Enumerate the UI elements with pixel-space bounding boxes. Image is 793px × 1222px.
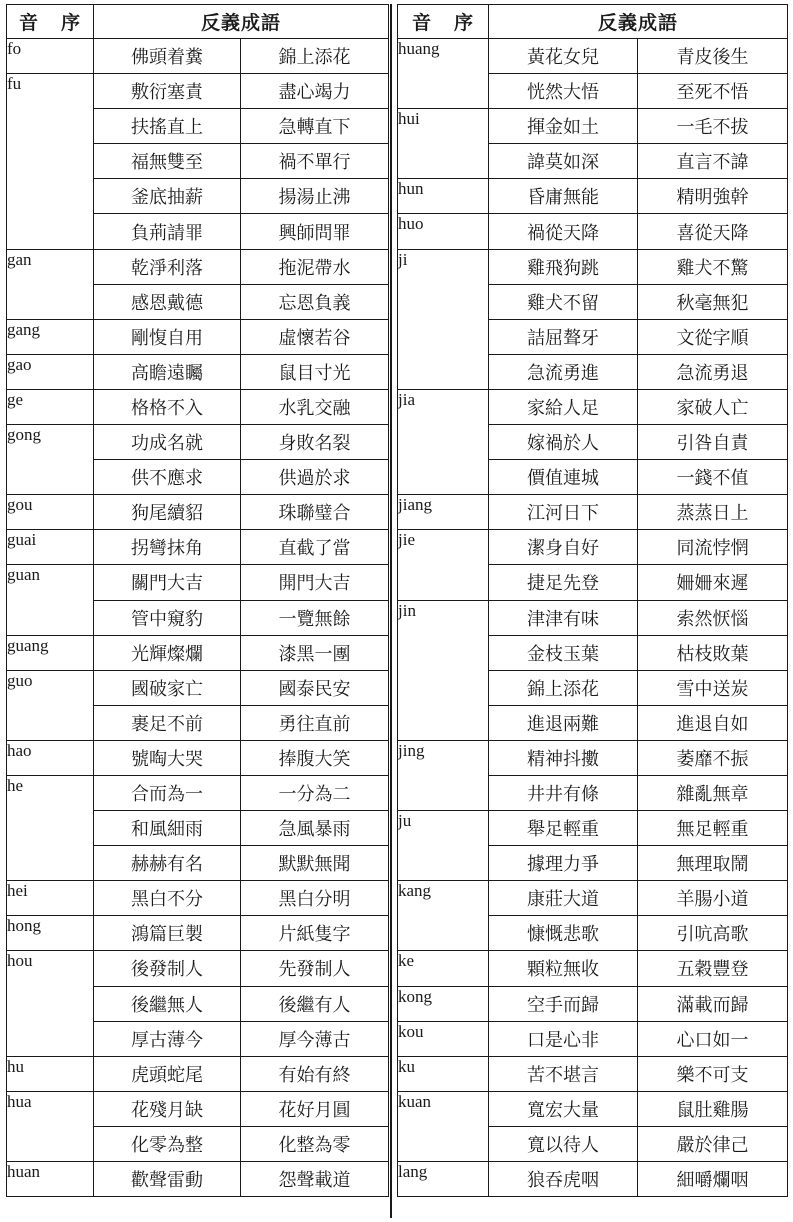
idiom-cell: 急流勇進	[489, 354, 638, 389]
idiom-cell: 拐彎抹角	[94, 530, 241, 565]
pinyin-cell: hong	[7, 916, 94, 951]
idiom-cell: 顆粒無收	[489, 951, 638, 986]
antonym-idiom-cell: 水乳交融	[241, 389, 389, 424]
antonym-idiom-cell: 先發制人	[241, 951, 389, 986]
table-row	[398, 881, 788, 916]
pinyin-cell: hua	[7, 1091, 94, 1161]
table-header-row	[398, 5, 788, 39]
table-header-row	[7, 5, 389, 39]
pinyin-cell: gong	[7, 425, 94, 495]
idiom-cell: 嫁禍於人	[489, 425, 638, 460]
column-divider	[390, 4, 392, 1218]
pinyin-cell: jing	[398, 740, 489, 810]
table-row	[398, 1056, 788, 1091]
antonym-idiom-cell: 蒸蒸日上	[638, 495, 788, 530]
idiom-cell: 黑白不分	[94, 881, 241, 916]
idiom-cell: 禍從天降	[489, 214, 638, 249]
idiom-cell: 後發制人	[94, 951, 241, 986]
idiom-cell: 管中窺豹	[94, 600, 241, 635]
pinyin-cell: gang	[7, 319, 94, 354]
table-row	[398, 740, 788, 775]
idiom-cell: 關門大吉	[94, 565, 241, 600]
pinyin-cell: guang	[7, 635, 94, 670]
table-row	[7, 425, 389, 460]
idiom-cell: 口是心非	[489, 1021, 638, 1056]
pinyin-cell: kou	[398, 1021, 489, 1056]
antonym-idiom-cell: 喜從天降	[638, 214, 788, 249]
antonym-idiom-cell: 家破人亡	[638, 389, 788, 424]
right-antonym-table	[397, 4, 788, 1197]
pinyin-cell: ke	[398, 951, 489, 986]
antonym-idiom-cell: 厚今薄古	[241, 1021, 389, 1056]
antonym-idiom-cell: 鼠目寸光	[241, 354, 389, 389]
idiom-cell: 合而為一	[94, 775, 241, 810]
table-row	[398, 530, 788, 565]
table-row	[7, 951, 389, 986]
idiom-cell: 鴻篇巨製	[94, 916, 241, 951]
table-row	[7, 565, 389, 600]
antonym-idiom-cell: 索然恹惱	[638, 600, 788, 635]
antonym-idiom-cell: 樂不可支	[638, 1056, 788, 1091]
antonym-idiom-cell: 秋毫無犯	[638, 284, 788, 319]
idiom-cell: 赫赫有名	[94, 846, 241, 881]
antonym-idiom-cell: 有始有終	[241, 1056, 389, 1091]
antonym-idiom-cell: 嚴於律己	[638, 1126, 788, 1161]
antonym-idiom-cell: 五穀豐登	[638, 951, 788, 986]
idiom-cell: 康莊大道	[489, 881, 638, 916]
table-row	[7, 635, 389, 670]
antonym-idiom-cell: 花好月圓	[241, 1091, 389, 1126]
pinyin-cell: gan	[7, 249, 94, 319]
pinyin-cell: jia	[398, 389, 489, 494]
antonym-idiom-cell: 勇往直前	[241, 705, 389, 740]
table-row	[7, 495, 389, 530]
pinyin-cell: hei	[7, 881, 94, 916]
pinyin-cell: hou	[7, 951, 94, 1056]
antonym-idiom-cell: 忘恩負義	[241, 284, 389, 319]
antonym-idiom-cell: 青皮後生	[638, 39, 788, 74]
table-row	[398, 951, 788, 986]
idiom-cell: 價值連城	[489, 460, 638, 495]
idiom-cell: 苦不堪言	[489, 1056, 638, 1091]
antonym-idiom-cell: 直言不諱	[638, 144, 788, 179]
idiom-cell: 裹足不前	[94, 705, 241, 740]
table-row	[7, 1162, 389, 1197]
idiom-cell: 剛愎自用	[94, 319, 241, 354]
idiom-cell: 據理力爭	[489, 846, 638, 881]
antonym-idiom-cell: 枯枝敗葉	[638, 635, 788, 670]
idiom-cell: 舉足輕重	[489, 811, 638, 846]
idiom-cell: 釜底抽薪	[94, 179, 241, 214]
pinyin-cell: kang	[398, 881, 489, 951]
pinyin-cell: hui	[398, 109, 489, 179]
pinyin-cell: ge	[7, 389, 94, 424]
table-row	[7, 530, 389, 565]
table-row	[7, 39, 389, 74]
antonym-idiom-cell: 一覽無餘	[241, 600, 389, 635]
pinyin-cell: gou	[7, 495, 94, 530]
antonym-idiom-cell: 禍不單行	[241, 144, 389, 179]
antonym-idiom-cell: 拖泥帶水	[241, 249, 389, 284]
pinyin-cell: kong	[398, 986, 489, 1021]
idiom-cell: 狼吞虎咽	[489, 1162, 638, 1197]
pinyin-cell: kuan	[398, 1091, 489, 1161]
table-row	[7, 740, 389, 775]
idiom-cell: 花殘月缺	[94, 1091, 241, 1126]
idiom-cell: 功成名就	[94, 425, 241, 460]
antonym-idiom-cell: 錦上添花	[241, 39, 389, 74]
antonym-idiom-cell: 一分為二	[241, 775, 389, 810]
pinyin-cell: ju	[398, 811, 489, 881]
table-row	[7, 670, 389, 705]
table-row	[7, 1056, 389, 1091]
table-row	[7, 389, 389, 424]
idiom-cell: 潔身自好	[489, 530, 638, 565]
header-antonym-idioms: 反義成語	[489, 5, 788, 39]
antonym-idiom-cell: 珠聯璧合	[241, 495, 389, 530]
table-row	[398, 389, 788, 424]
antonym-idiom-cell: 國泰民安	[241, 670, 389, 705]
pinyin-cell: lang	[398, 1162, 489, 1197]
idiom-cell: 乾淨利落	[94, 249, 241, 284]
antonym-idiom-cell: 雪中送炭	[638, 670, 788, 705]
idiom-cell: 敷衍塞責	[94, 74, 241, 109]
table-row	[398, 1021, 788, 1056]
idiom-cell: 狗尾續貂	[94, 495, 241, 530]
pinyin-cell: jie	[398, 530, 489, 600]
idiom-cell: 和風細雨	[94, 811, 241, 846]
table-row	[7, 74, 389, 109]
table-row	[7, 319, 389, 354]
idiom-cell: 恍然大悟	[489, 74, 638, 109]
idiom-cell: 慷慨悲歌	[489, 916, 638, 951]
idiom-cell: 金枝玉葉	[489, 635, 638, 670]
idiom-cell: 虎頭蛇尾	[94, 1056, 241, 1091]
idiom-cell: 家給人足	[489, 389, 638, 424]
antonym-idiom-cell: 文從字順	[638, 319, 788, 354]
idiom-cell: 諱莫如深	[489, 144, 638, 179]
table-row	[398, 495, 788, 530]
table-row	[398, 39, 788, 74]
idiom-cell: 寬以待人	[489, 1126, 638, 1161]
antonym-idiom-cell: 滿載而歸	[638, 986, 788, 1021]
idiom-cell: 高瞻遠矚	[94, 354, 241, 389]
antonym-idiom-cell: 直截了當	[241, 530, 389, 565]
table-row	[7, 249, 389, 284]
antonym-idiom-cell: 化整為零	[241, 1126, 389, 1161]
idiom-cell: 光輝燦爛	[94, 635, 241, 670]
antonym-idiom-cell: 無足輕重	[638, 811, 788, 846]
pinyin-cell: fu	[7, 74, 94, 249]
idiom-cell: 供不應求	[94, 460, 241, 495]
table-row	[398, 1162, 788, 1197]
antonym-idiom-cell: 供過於求	[241, 460, 389, 495]
header-pinyin-order: 音 序	[7, 5, 94, 39]
antonym-idiom-cell: 心口如一	[638, 1021, 788, 1056]
table-row	[398, 986, 788, 1021]
pinyin-cell: guan	[7, 565, 94, 635]
idiom-cell: 詰屈聱牙	[489, 319, 638, 354]
header-antonym-idioms: 反義成語	[94, 5, 389, 39]
idiom-cell: 厚古薄今	[94, 1021, 241, 1056]
table-row	[398, 1091, 788, 1126]
idiom-cell: 化零為整	[94, 1126, 241, 1161]
antonym-idiom-cell: 片紙隻字	[241, 916, 389, 951]
antonym-idiom-cell: 默默無聞	[241, 846, 389, 881]
antonym-idiom-cell: 身敗名裂	[241, 425, 389, 460]
pinyin-cell: ku	[398, 1056, 489, 1091]
antonym-idiom-cell: 精明強幹	[638, 179, 788, 214]
antonym-idiom-cell: 同流悖惘	[638, 530, 788, 565]
idiom-cell: 佛頭着糞	[94, 39, 241, 74]
pinyin-cell: jin	[398, 600, 489, 740]
antonym-idiom-cell: 雜亂無章	[638, 775, 788, 810]
antonym-idiom-cell: 一錢不值	[638, 460, 788, 495]
idiom-cell: 國破家亡	[94, 670, 241, 705]
pinyin-cell: hu	[7, 1056, 94, 1091]
antonym-idiom-cell: 揚湯止沸	[241, 179, 389, 214]
idiom-cell: 福無雙至	[94, 144, 241, 179]
idiom-cell: 進退兩難	[489, 705, 638, 740]
table-row	[7, 354, 389, 389]
antonym-idiom-cell: 後繼有人	[241, 986, 389, 1021]
antonym-idiom-cell: 雞犬不驚	[638, 249, 788, 284]
antonym-idiom-cell: 細嚼爛咽	[638, 1162, 788, 1197]
antonym-idiom-cell: 怨聲載道	[241, 1162, 389, 1197]
antonym-idiom-cell: 開門大吉	[241, 565, 389, 600]
antonym-idiom-cell: 盡心竭力	[241, 74, 389, 109]
antonym-idiom-cell: 無理取鬧	[638, 846, 788, 881]
pinyin-cell: fo	[7, 39, 94, 74]
pinyin-cell: guai	[7, 530, 94, 565]
left-antonym-table	[6, 4, 389, 1197]
table-row	[398, 811, 788, 846]
table-row	[398, 600, 788, 635]
table-row	[398, 214, 788, 249]
table-row	[7, 775, 389, 810]
antonym-idiom-cell: 進退自如	[638, 705, 788, 740]
antonym-idiom-cell: 至死不悟	[638, 74, 788, 109]
idiom-cell: 錦上添花	[489, 670, 638, 705]
antonym-idiom-cell: 鼠肚雞腸	[638, 1091, 788, 1126]
idiom-cell: 雞犬不留	[489, 284, 638, 319]
antonym-idiom-cell: 捧腹大笑	[241, 740, 389, 775]
table-row	[398, 109, 788, 144]
pinyin-cell: hao	[7, 740, 94, 775]
antonym-idiom-cell: 急流勇退	[638, 354, 788, 389]
idiom-cell: 格格不入	[94, 389, 241, 424]
pinyin-cell: jiang	[398, 495, 489, 530]
idiom-cell: 昏庸無能	[489, 179, 638, 214]
pinyin-cell: guo	[7, 670, 94, 740]
pinyin-cell: hun	[398, 179, 489, 214]
antonym-idiom-cell: 漆黑一團	[241, 635, 389, 670]
antonym-idiom-cell: 羊腸小道	[638, 881, 788, 916]
antonym-idiom-cell: 虛懷若谷	[241, 319, 389, 354]
idiom-cell: 江河日下	[489, 495, 638, 530]
antonym-idiom-cell: 急轉直下	[241, 109, 389, 144]
idiom-cell: 捷足先登	[489, 565, 638, 600]
idiom-cell: 感恩戴德	[94, 284, 241, 319]
table-row	[7, 916, 389, 951]
pinyin-cell: huan	[7, 1162, 94, 1197]
pinyin-cell: he	[7, 775, 94, 880]
antonym-idiom-cell: 一毛不拔	[638, 109, 788, 144]
antonym-idiom-cell: 引咎自責	[638, 425, 788, 460]
header-pinyin-order: 音 序	[398, 5, 489, 39]
antonym-idiom-cell: 興師問罪	[241, 214, 389, 249]
antonym-idiom-cell: 黑白分明	[241, 881, 389, 916]
idiom-cell: 井井有條	[489, 775, 638, 810]
table-row	[7, 881, 389, 916]
antonym-idiom-cell: 萎靡不振	[638, 740, 788, 775]
idiom-cell: 黃花女兒	[489, 39, 638, 74]
idiom-cell: 空手而歸	[489, 986, 638, 1021]
pinyin-cell: ji	[398, 249, 489, 389]
idiom-cell: 精神抖擻	[489, 740, 638, 775]
table-row	[7, 1091, 389, 1126]
pinyin-cell: gao	[7, 354, 94, 389]
idiom-cell: 雞飛狗跳	[489, 249, 638, 284]
pinyin-cell: huang	[398, 39, 489, 109]
idiom-cell: 扶搖直上	[94, 109, 241, 144]
table-row	[398, 179, 788, 214]
idiom-cell: 負荊請罪	[94, 214, 241, 249]
idiom-cell: 揮金如土	[489, 109, 638, 144]
antonym-idiom-cell: 引吭高歌	[638, 916, 788, 951]
idiom-cell: 號啕大哭	[94, 740, 241, 775]
idiom-cell: 寬宏大量	[489, 1091, 638, 1126]
table-row	[398, 249, 788, 284]
idiom-cell: 津津有味	[489, 600, 638, 635]
idiom-cell: 歡聲雷動	[94, 1162, 241, 1197]
antonym-idiom-cell: 急風暴雨	[241, 811, 389, 846]
idiom-cell: 後繼無人	[94, 986, 241, 1021]
antonym-idiom-cell: 姍姍來遲	[638, 565, 788, 600]
pinyin-cell: huo	[398, 214, 489, 249]
